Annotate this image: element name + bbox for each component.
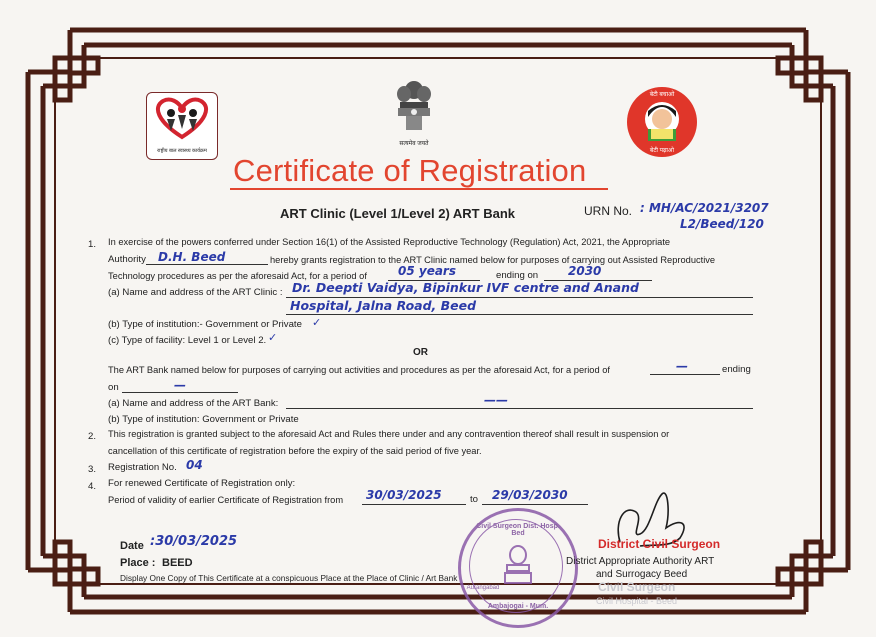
beti-bachao-bottom-text: बेटी पढ़ाओ <box>649 148 675 154</box>
bank-period-line <box>650 374 720 375</box>
validity-from-value: 30/03/2025 <box>366 488 442 502</box>
bank-name-dash: —— <box>484 393 508 407</box>
item1-text-line3: Technology procedures as per the aforesaid Act, for a period of <box>108 271 367 281</box>
urn-label: URN No. <box>584 204 633 218</box>
signatory-title: District Civil Surgeon <box>598 537 721 551</box>
beti-bachao-logo <box>627 87 697 157</box>
bank-name-line <box>286 408 753 409</box>
official-seal <box>458 508 578 628</box>
item2-text-line1: This registration is granted subject to the aforesaid Act and Rules there under and any contravention thereof shall result in suspension or <box>108 429 670 439</box>
urn-value-line1: : MH/AC/2021/3207 <box>640 201 769 215</box>
certificate-subtitle: ART Clinic (Level 1/Level 2) ART Bank <box>280 206 516 221</box>
ending-value: 2030 <box>568 264 602 278</box>
civil-surgeon-stamp: Civil Surgeon <box>598 580 676 594</box>
signatory-line3: and Surrogacy Beed <box>596 569 688 580</box>
rbsk-logo <box>146 92 218 160</box>
ashoka-emblem-icon <box>392 76 436 134</box>
emblem-caption: सत्यमेव जयते <box>399 141 429 147</box>
clinic-label: (a) Name and address of the ART Clinic : <box>108 287 283 298</box>
date-value: :30/03/2025 <box>150 534 238 549</box>
certificate-title: Certificate of Registration <box>233 153 587 188</box>
rbsk-heart-icon <box>147 93 217 143</box>
ending-label: ending on <box>496 270 539 281</box>
registration-no-label: Registration No. <box>108 462 177 473</box>
clinic-value-line2: Hospital, Jalna Road, Beed <box>290 298 477 313</box>
item2-text-line2: cancellation of this certificate of registration before the expiry of the said period of five year. <box>108 446 482 456</box>
civil-hospital-stamp: Civil Hospital - Beed <box>596 596 678 606</box>
seal-emblem-icon <box>499 543 537 587</box>
bank-on-line <box>122 392 238 393</box>
signatory-line2: District Appropriate Authority ART <box>566 556 715 567</box>
type-of-facility: (c) Type of facility: Level 1 or Level 2. <box>108 335 267 346</box>
girl-reading-icon <box>642 99 682 145</box>
urn-value-line2: L2/Beed/120 <box>680 217 764 231</box>
validity-to-value: 29/03/2030 <box>492 488 568 502</box>
bank-on-label: on <box>108 382 119 393</box>
item-number-3: 3. <box>88 464 97 475</box>
seal-side-text: Aurangabad <box>466 585 500 591</box>
bank-ending-label: ending <box>722 364 751 375</box>
seal-bottom-text: Ambajogai - Mum. <box>487 603 549 610</box>
authority-label: Authority <box>108 254 146 265</box>
item-number-4: 4. <box>88 481 97 492</box>
facility-check-mark: ✓ <box>268 331 278 344</box>
place-value: BEED <box>162 557 193 569</box>
bank-type: (b) Type of institution: Government or Private <box>108 414 299 425</box>
validity-from-line <box>362 504 466 505</box>
item-number-2: 2. <box>88 431 97 442</box>
type-of-institution: (b) Type of institution:- Government or Private <box>108 319 302 330</box>
clinic-value-line1: Dr. Deepti Vaidya, Bipinkur IVF centre and Anand <box>292 280 639 295</box>
national-emblem <box>390 76 438 146</box>
registration-no-value: 04 <box>186 458 203 472</box>
renewed-label: For renewed Certificate of Registration only: <box>108 478 296 489</box>
bank-text-line1: The ART Bank named below for purposes of carrying out activities and procedures as per the aforesaid Act, for a period of <box>108 365 610 375</box>
validity-label: Period of validity of earlier Certificate of Registration from <box>108 495 344 505</box>
display-note: Display One Copy of This Certificate at a conspicuous Place at the Place of Clinic / Art Bank <box>120 573 458 583</box>
bank-period-dash: — <box>676 359 688 373</box>
beti-bachao-top-text: बेटी बचाओ <box>649 92 675 98</box>
item1-text-line2: hereby grants registration to the ART Clinic named below for purposes of carrying out Assisted Reproductive <box>270 255 716 265</box>
validity-to-line <box>482 504 588 505</box>
or-separator: OR <box>413 347 428 358</box>
institution-check-mark: ✓ <box>312 316 322 329</box>
item-number-1: 1. <box>88 239 97 250</box>
item1-text-line1: In exercise of the powers conferred under Section 16(1) of the Assisted Reproductive Technology (Regulation) Act, 2021, the Appropriate <box>108 237 671 247</box>
rbsk-caption: राष्ट्रीय बाल स्वास्थ्य कार्यक्रम <box>157 148 207 154</box>
period-value: 05 years <box>398 264 456 278</box>
authority-value: D.H. Beed <box>158 250 226 264</box>
bank-name-label: (a) Name and address of the ART Bank: <box>108 398 279 409</box>
validity-to-label: to <box>470 494 479 505</box>
clinic-line-2 <box>286 314 753 315</box>
seal-top-text: Civil Surgeon Dist. Hosp. Bed <box>476 523 560 537</box>
place-label: Place : <box>120 557 156 569</box>
title-underline <box>230 188 608 190</box>
authority-line <box>146 264 268 265</box>
bank-on-dash: — <box>174 378 186 392</box>
date-label: Date <box>120 540 144 552</box>
